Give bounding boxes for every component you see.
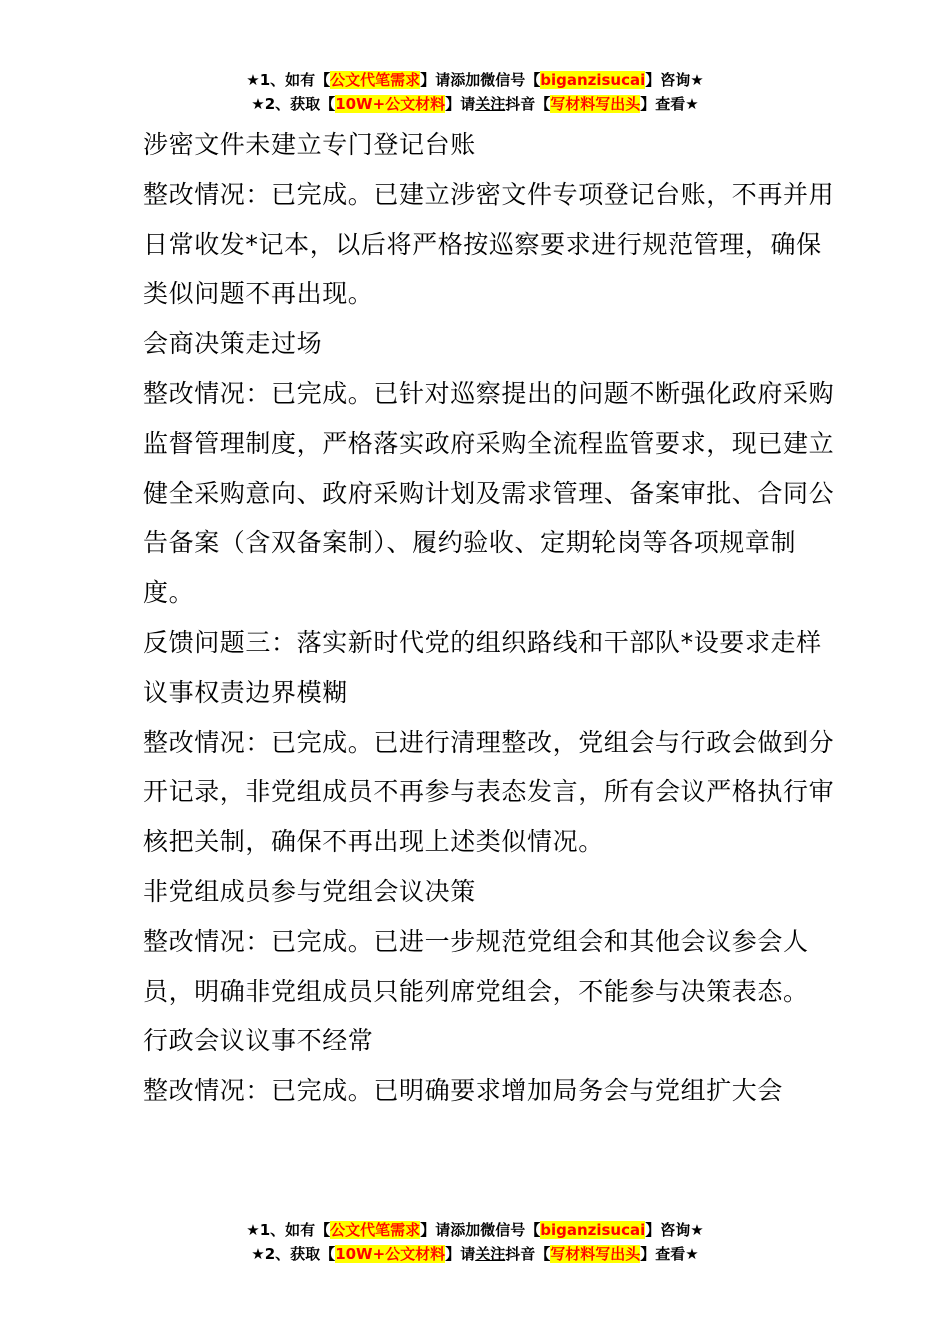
section-heading: 议事权责边界模糊 — [143, 677, 348, 707]
section-heading: 会商决策走过场 — [143, 329, 323, 359]
section-heading: 非党组成员参与党组会议决策 — [143, 876, 476, 906]
header-banner — [0, 68, 950, 116]
rectification-paragraph: 整改情况：已完成。已进一步规范党组会和其他会议参会人员，明确非党组成员只能列席党组会，不能参与决策表态。 — [143, 926, 809, 1006]
banner-line-1: ★1、如有【公文代笔需求】请添加微信号【biganzisucai】咨询★ — [246, 71, 704, 89]
banner-line-2: ★2、获取【10W+公文材料】请关注抖音【写材料写出头】查看★ — [251, 1245, 699, 1263]
section-heading: 行政会议议事不经常 — [143, 1026, 374, 1056]
rectification-paragraph: 整改情况：已完成。已明确要求增加局务会与党组扩大会 — [143, 1076, 784, 1106]
document-body — [143, 120, 843, 1116]
section-heading: 涉密文件未建立专门登记台账 — [143, 130, 476, 159]
banner-line-2: ★2、获取【10W+公文材料】请关注抖音【写材料写出头】查看★ — [251, 95, 699, 113]
feedback-issue-heading: 反馈问题三：落实新时代党的组织路线和干部队*设要求走样 — [143, 627, 822, 657]
banner-line-1: ★1、如有【公文代笔需求】请添加微信号【biganzisucai】咨询★ — [246, 1221, 704, 1239]
rectification-paragraph: 整改情况：已完成。已进行清理整改，党组会与行政会做到分开记录，非党组成员不再参与表态发言，所有会议严格执行审核把关制，确保不再出现上述类似情况。 — [143, 727, 835, 857]
rectification-paragraph: 整改情况：已完成。已针对巡察提出的问题不断强化政府采购监督管理制度，严格落实政府采购全流程监管要求，现已建立健全采购意向、政府采购计划及需求管理、备案审批、合同公告备案（含双备案制）、履约验收、定期轮岗等各项规章制度。 — [143, 378, 835, 608]
footer-banner — [0, 1218, 950, 1266]
rectification-paragraph: 整改情况：已完成。已建立涉密文件专项登记台账，不再并用日常收发*记本，以后将严格按巡察要求进行规范管理，确保类似问题不再出现。 — [143, 179, 835, 309]
